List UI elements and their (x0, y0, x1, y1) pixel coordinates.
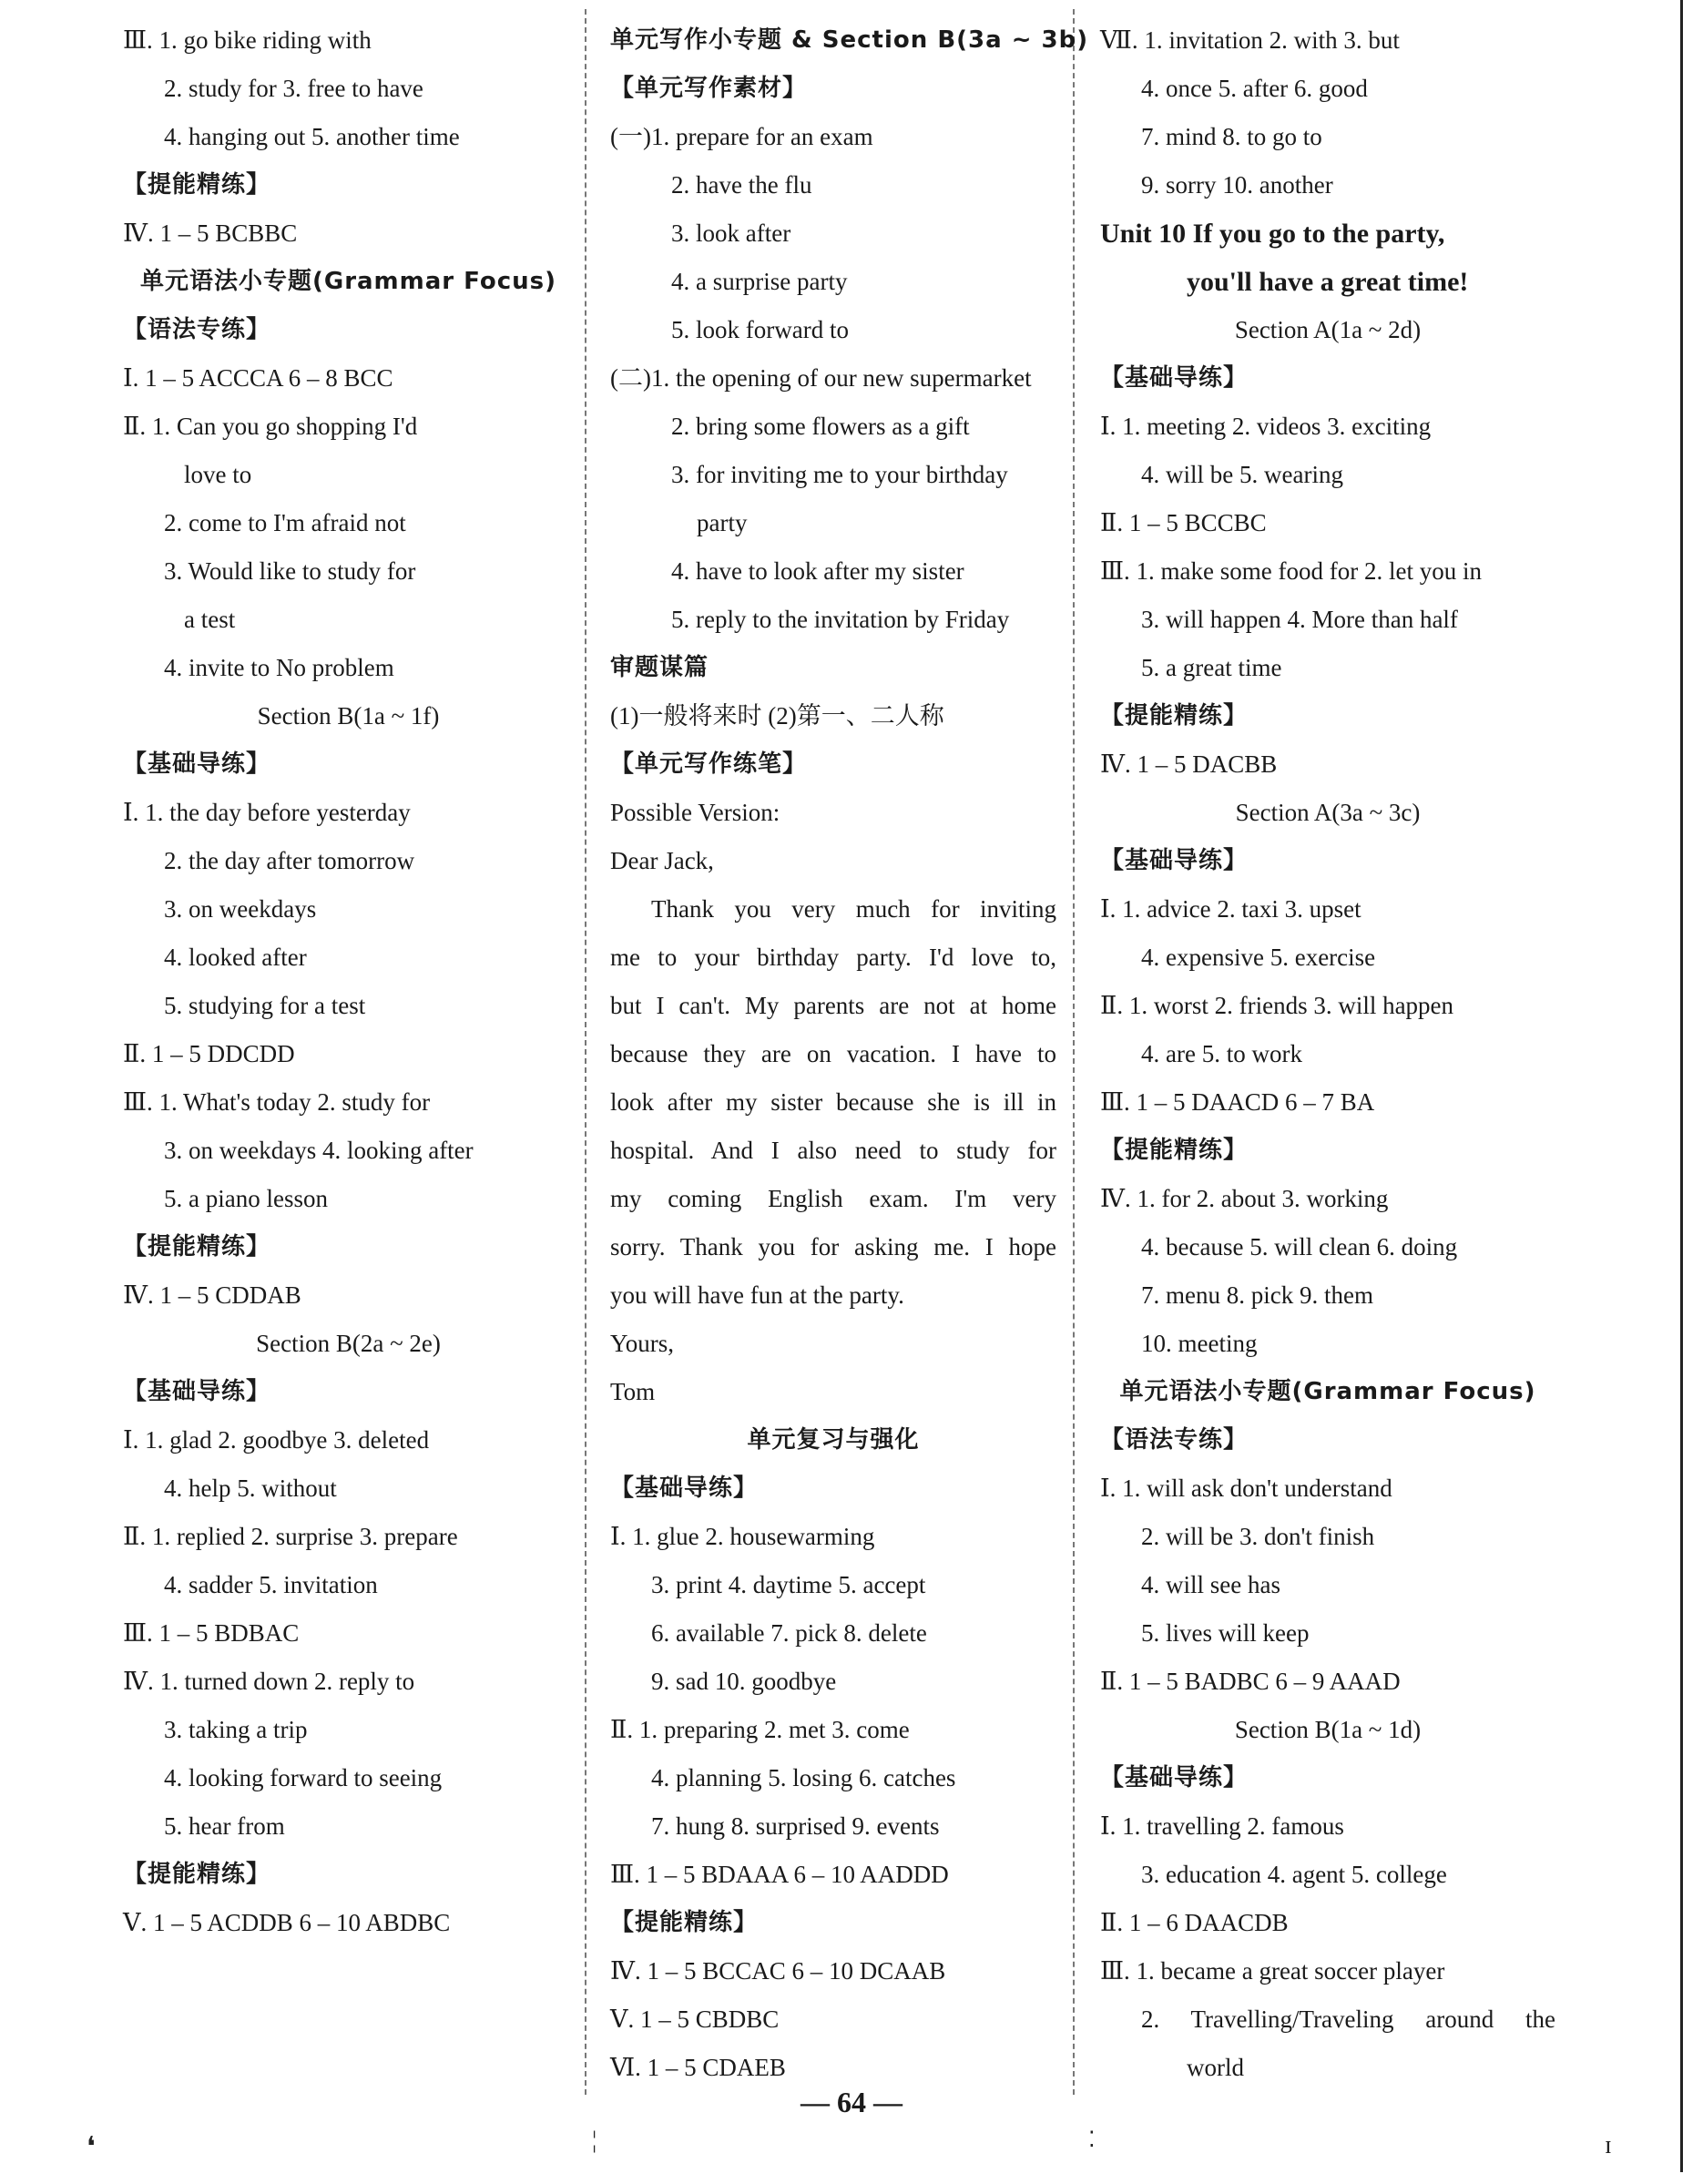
answer-line: 3. print 4. daytime 5. accept (651, 1571, 926, 1598)
answer-line: (一)1. prepare for an exam (610, 123, 873, 150)
answer-line: 7. mind 8. to go to (1141, 123, 1322, 150)
section-heading: 审题谋篇 (610, 654, 709, 681)
section-heading: 【基础导练】 (1100, 847, 1249, 874)
answer-line: Section A(3a ~ 3c) (1235, 799, 1421, 826)
answer-line: 3. look after (671, 219, 791, 247)
answer-line: 4. looked after (164, 944, 307, 971)
answer-line: 5. hear from (164, 1812, 285, 1840)
answer-column-3 (1100, 16, 1555, 2092)
answer-line: Ⅲ. 1. make some food for 2. let you in (1100, 557, 1482, 585)
answer-line: Ⅰ. 1 – 5 ACCCA 6 – 8 BCC (123, 364, 393, 392)
answer-line: Ⅲ. 1 – 5 DAACD 6 – 7 BA (1100, 1088, 1375, 1116)
answer-line: 2. the day after tomorrow (164, 847, 415, 874)
answer-line: world (1187, 2054, 1244, 2081)
answer-line: Ⅲ. 1 – 5 BDBAC (123, 1619, 300, 1647)
section-heading: 单元语法小专题(Grammar Focus) (139, 268, 557, 295)
answer-line: 10. meeting (1141, 1330, 1258, 1357)
answer-line: Ⅱ. 1. Can you go shopping I'd (123, 413, 418, 440)
answer-line: (二)1. the opening of our new supermarket (610, 364, 1032, 392)
answer-line: 5. a great time (1141, 654, 1282, 681)
answer-line: Ⅱ. 1. replied 2. surprise 3. prepare (123, 1523, 458, 1550)
answer-line: 2. Travelling/Traveling around the (1141, 2005, 1555, 2033)
answer-line: Ⅳ. 1 – 5 BCCAC 6 – 10 DCAAB (610, 1957, 946, 1985)
answer-line: 3. Would like to study for (164, 557, 416, 585)
answer-line: 3. on weekdays 4. looking after (164, 1137, 474, 1164)
scan-mark: ❛ (87, 2132, 96, 2162)
answer-line: a test (184, 606, 236, 633)
answer-line: 4. will be 5. wearing (1141, 461, 1343, 488)
answer-line: Section B(1a ~ 1f) (257, 702, 440, 730)
section-heading: 【提能精练】 (1100, 1137, 1249, 1164)
unit-title: you'll have a great time! (1187, 267, 1469, 297)
answer-line: Possible Version: (610, 799, 780, 826)
answer-line: Thank you very much for inviting (651, 895, 1056, 923)
answer-line: Ⅴ. 1 – 5 ACDDB 6 – 10 ABDBC (123, 1909, 451, 1936)
answer-line: 7. hung 8. surprised 9. events (651, 1812, 940, 1840)
answer-line: Ⅰ. 1. will ask don't understand (1100, 1475, 1392, 1502)
section-heading: 【基础导练】 (123, 750, 271, 778)
answer-line: Dear Jack, (610, 847, 714, 874)
answer-line: 2. study for 3. free to have (164, 75, 423, 102)
answer-line: 4. are 5. to work (1141, 1040, 1302, 1067)
answer-column-2 (610, 16, 1089, 2092)
answer-line: 4. help 5. without (164, 1475, 337, 1502)
answer-line: 4. hanging out 5. another time (164, 123, 460, 150)
answer-line: Ⅰ. 1. the day before yesterday (123, 799, 411, 826)
answer-line: Ⅵ. 1 – 5 CDAEB (610, 2054, 786, 2081)
answer-line: but I can't. My parents are not at home (610, 992, 1056, 1019)
answer-column-1 (123, 16, 574, 1947)
answer-line: 3. will happen 4. More than half (1141, 606, 1458, 633)
unit-title: Unit 10 If you go to the party, (1100, 219, 1445, 249)
section-heading: 【基础导练】 (1100, 1764, 1249, 1791)
answer-line: Ⅰ. 1. glue 2. housewarming (610, 1523, 875, 1550)
answer-line: Ⅶ. 1. invitation 2. with 3. but (1100, 26, 1400, 54)
answer-line: Yours, (610, 1330, 675, 1357)
answer-line: 5. a piano lesson (164, 1185, 328, 1212)
column-divider-right (1073, 9, 1075, 2095)
answer-line: 5. reply to the invitation by Friday (671, 606, 1010, 633)
answer-line: 4. have to look after my sister (671, 557, 964, 585)
answer-line: Ⅰ. 1. glad 2. goodbye 3. deleted (123, 1426, 430, 1454)
answer-line: Section B(2a ~ 2e) (256, 1330, 441, 1357)
answer-line: 2. will be 3. don't finish (1141, 1523, 1375, 1550)
answer-line: Ⅲ. 1. go bike riding with (123, 26, 372, 54)
answer-line: 4. planning 5. losing 6. catches (651, 1764, 956, 1791)
answer-line: (1)一般将来时 (2)第一、二人称 (610, 702, 944, 730)
section-heading: 【语法专练】 (1100, 1426, 1249, 1454)
section-heading: 【提能精练】 (123, 1861, 271, 1888)
answer-line: look after my sister because she is ill in (610, 1088, 1056, 1116)
answer-line: love to (184, 461, 252, 488)
answer-line: party (697, 509, 748, 536)
section-heading: 单元语法小专题(Grammar Focus) (1119, 1378, 1536, 1405)
answer-line: 4. expensive 5. exercise (1141, 944, 1376, 971)
column-divider-left (585, 9, 586, 2095)
answer-line: Ⅱ. 1 – 5 BCCBC (1100, 509, 1267, 536)
answer-line: 4. looking forward to seeing (164, 1764, 443, 1791)
answer-line: you will have fun at the party. (610, 1281, 904, 1309)
section-heading: 单元写作小专题 & Section B(3a ~ 3b) (610, 26, 1089, 54)
scan-mark: ¦ (592, 2127, 597, 2153)
answer-line: 2. come to I'm afraid not (164, 509, 406, 536)
answer-line: Ⅳ. 1 – 5 DACBB (1100, 750, 1278, 778)
answer-line: Ⅳ. 1 – 5 CDDAB (123, 1281, 301, 1309)
answer-line: 7. menu 8. pick 9. them (1141, 1281, 1373, 1309)
answer-line: Ⅴ. 1 – 5 CBDBC (610, 2005, 780, 2033)
section-heading: 【基础导练】 (1100, 364, 1249, 392)
answer-line: 3. for inviting me to your birthday (671, 461, 1008, 488)
section-heading: 【提能精练】 (123, 1233, 271, 1260)
scan-mark: ⁚ (1088, 2128, 1096, 2152)
answer-line: 5. look forward to (671, 316, 849, 343)
section-heading: 【提能精练】 (123, 171, 271, 199)
page-edge (1680, 0, 1683, 2172)
scan-mark: ɪ (1605, 2131, 1612, 2159)
answer-line: Ⅱ. 1. preparing 2. met 3. come (610, 1716, 910, 1743)
answer-line: 3. education 4. agent 5. college (1141, 1861, 1447, 1888)
section-heading: 【语法专练】 (123, 316, 271, 343)
answer-line: Ⅰ. 1. advice 2. taxi 3. upset (1100, 895, 1361, 923)
answer-line: Ⅱ. 1. worst 2. friends 3. will happen (1100, 992, 1454, 1019)
answer-line: 4. sadder 5. invitation (164, 1571, 378, 1598)
answer-line: 4. because 5. will clean 6. doing (1141, 1233, 1458, 1260)
answer-line: 2. bring some flowers as a gift (671, 413, 970, 440)
answer-line: 9. sorry 10. another (1141, 171, 1333, 199)
answer-line: Ⅱ. 1 – 5 DDCDD (123, 1040, 295, 1067)
answer-line: Ⅲ. 1. became a great soccer player (1100, 1957, 1445, 1985)
answer-line: Ⅳ. 1. turned down 2. reply to (123, 1668, 415, 1695)
answer-line: 4. invite to No problem (164, 654, 394, 681)
answer-line: 6. available 7. pick 8. delete (651, 1619, 927, 1647)
answer-line: 4. once 5. after 6. good (1141, 75, 1368, 102)
answer-line: Ⅱ. 1 – 5 BADBC 6 – 9 AAAD (1100, 1668, 1401, 1695)
answer-line: because they are on vacation. I have to (610, 1040, 1056, 1067)
answer-line: Ⅲ. 1 – 5 BDAAA 6 – 10 AADDD (610, 1861, 949, 1888)
answer-line: 3. on weekdays (164, 895, 317, 923)
answer-line: Ⅰ. 1. travelling 2. famous (1100, 1812, 1344, 1840)
answer-line: 5. studying for a test (164, 992, 366, 1019)
answer-line: my coming English exam. I'm very (610, 1185, 1056, 1212)
page-number: — 64 — (801, 2086, 902, 2118)
answer-line: Tom (610, 1378, 656, 1405)
section-heading: 【提能精练】 (1100, 702, 1249, 730)
answer-line: Section B(1a ~ 1d) (1234, 1716, 1422, 1743)
answer-line: 9. sad 10. goodbye (651, 1668, 837, 1695)
answer-line: 4. will see has (1141, 1571, 1280, 1598)
section-heading: 【提能精练】 (610, 1909, 759, 1936)
answer-line: 4. a surprise party (671, 268, 848, 295)
section-heading: 【基础导练】 (123, 1378, 271, 1405)
answer-line: Ⅲ. 1. What's today 2. study for (123, 1088, 431, 1116)
answer-line: Ⅳ. 1. for 2. about 3. working (1100, 1185, 1389, 1212)
section-heading: 【单元写作素材】 (610, 75, 808, 102)
answer-line: Ⅳ. 1 – 5 BCBBC (123, 219, 298, 247)
answer-line: Ⅱ. 1 – 6 DAACDB (1100, 1909, 1289, 1936)
answer-line: Section A(1a ~ 2d) (1234, 316, 1422, 343)
answer-line: 2. have the flu (671, 171, 812, 199)
answer-line: hospital. And I also need to study for (610, 1137, 1056, 1164)
answer-line: 3. taking a trip (164, 1716, 308, 1743)
answer-line: 5. lives will keep (1141, 1619, 1310, 1647)
answer-line: Ⅰ. 1. meeting 2. videos 3. exciting (1100, 413, 1432, 440)
answer-line: me to your birthday party. I'd love to, (610, 944, 1056, 971)
answer-line: sorry. Thank you for asking me. I hope (610, 1233, 1056, 1260)
section-heading: 【基础导练】 (610, 1475, 759, 1502)
section-heading: 【单元写作练笔】 (610, 750, 808, 778)
section-heading: 单元复习与强化 (747, 1426, 920, 1454)
